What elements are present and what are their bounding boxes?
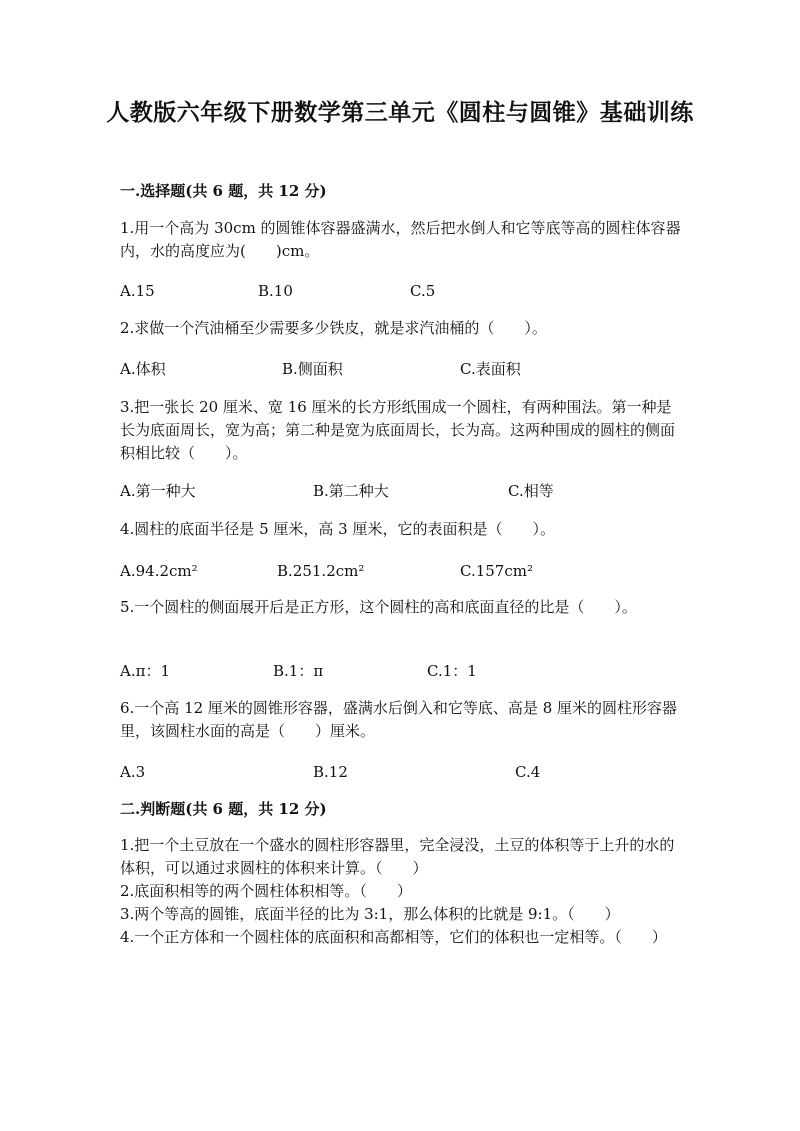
question-6-option-b: B.12 xyxy=(313,763,348,781)
section-heading-choice: 一.选择题(共 6 题，共 12 分) xyxy=(120,182,327,200)
question-1-option-a: A.15 xyxy=(120,282,155,300)
question-5-option-c: C.1：1 xyxy=(427,662,477,680)
question-1: 1.用一个高为 30cm 的圆锥体容器盛满水，然后把水倒人和它等底等高的圆柱体容器内，水的高度应为( )cm。 xyxy=(120,219,681,260)
question-5-option-b: B.1：π xyxy=(273,662,324,680)
question-4-option-c: C.157cm² xyxy=(460,562,533,580)
question-4-option-b: B.251.2cm² xyxy=(277,562,365,580)
question-6-option-c: C.4 xyxy=(515,763,541,781)
true-false-item-3: 3.两个等高的圆锥，底面半径的比为 3:1，那么体积的比就是 9:1。（ ） xyxy=(120,905,620,923)
question-6-option-a: A.3 xyxy=(120,763,146,781)
section-heading-true-false: 二.判断题(共 6 题，共 12 分) xyxy=(120,800,327,818)
question-6: 6.一个高 12 厘米的圆锥形容器，盛满水后倒入和它等底、高是 8 厘米的圆柱形容器里，该圆柱水面的高是（ ）厘米。 xyxy=(120,699,678,740)
question-5: 5.一个圆柱的侧面展开后是正方形，这个圆柱的高和底面直径的比是（ ）。 xyxy=(120,598,637,616)
question-3-option-c: C.相等 xyxy=(508,482,554,500)
question-1-option-b: B.10 xyxy=(258,282,293,300)
question-2-option-a: A.体积 xyxy=(120,360,166,378)
question-3-option-a: A.第一种大 xyxy=(120,482,196,500)
question-2: 2.求做一个汽油桶至少需要多少铁皮，就是求汽油桶的（ ）。 xyxy=(120,319,547,337)
question-4-option-a: A.94.2cm² xyxy=(120,562,198,580)
question-5-option-a: A.π：1 xyxy=(120,662,171,680)
page-title: 人教版六年级下册数学第三单元《圆柱与圆锥》基础训练 xyxy=(106,99,694,126)
question-1-option-c: C.5 xyxy=(410,282,436,300)
true-false-item-1: 1.把一个土豆放在一个盛水的圆柱形容器里，完全浸没，土豆的体积等于上升的水的体积，可以通过求圆柱的体积来计算。（ ） xyxy=(120,836,675,877)
true-false-item-2: 2.底面积相等的两个圆柱体积相等。（ ） xyxy=(120,882,412,900)
question-4: 4.圆柱的底面半径是 5 厘米，高 3 厘米，它的表面积是（ ）。 xyxy=(120,520,555,538)
question-2-option-b: B.侧面积 xyxy=(282,360,343,378)
question-2-option-c: C.表面积 xyxy=(460,360,521,378)
question-3: 3.把一张长 20 厘米、宽 16 厘米的长方形纸围成一个圆柱，有两种围法。第一种是长为底面周长，宽为高；第二种是宽为底面周长，长为高。这两种围成的圆柱的侧面积相比较（ ）。 xyxy=(120,398,676,462)
true-false-item-4: 4.一个正方体和一个圆柱体的底面积和高都相等，它们的体积也一定相等。（ ） xyxy=(120,928,667,946)
question-3-option-b: B.第二种大 xyxy=(313,482,389,500)
